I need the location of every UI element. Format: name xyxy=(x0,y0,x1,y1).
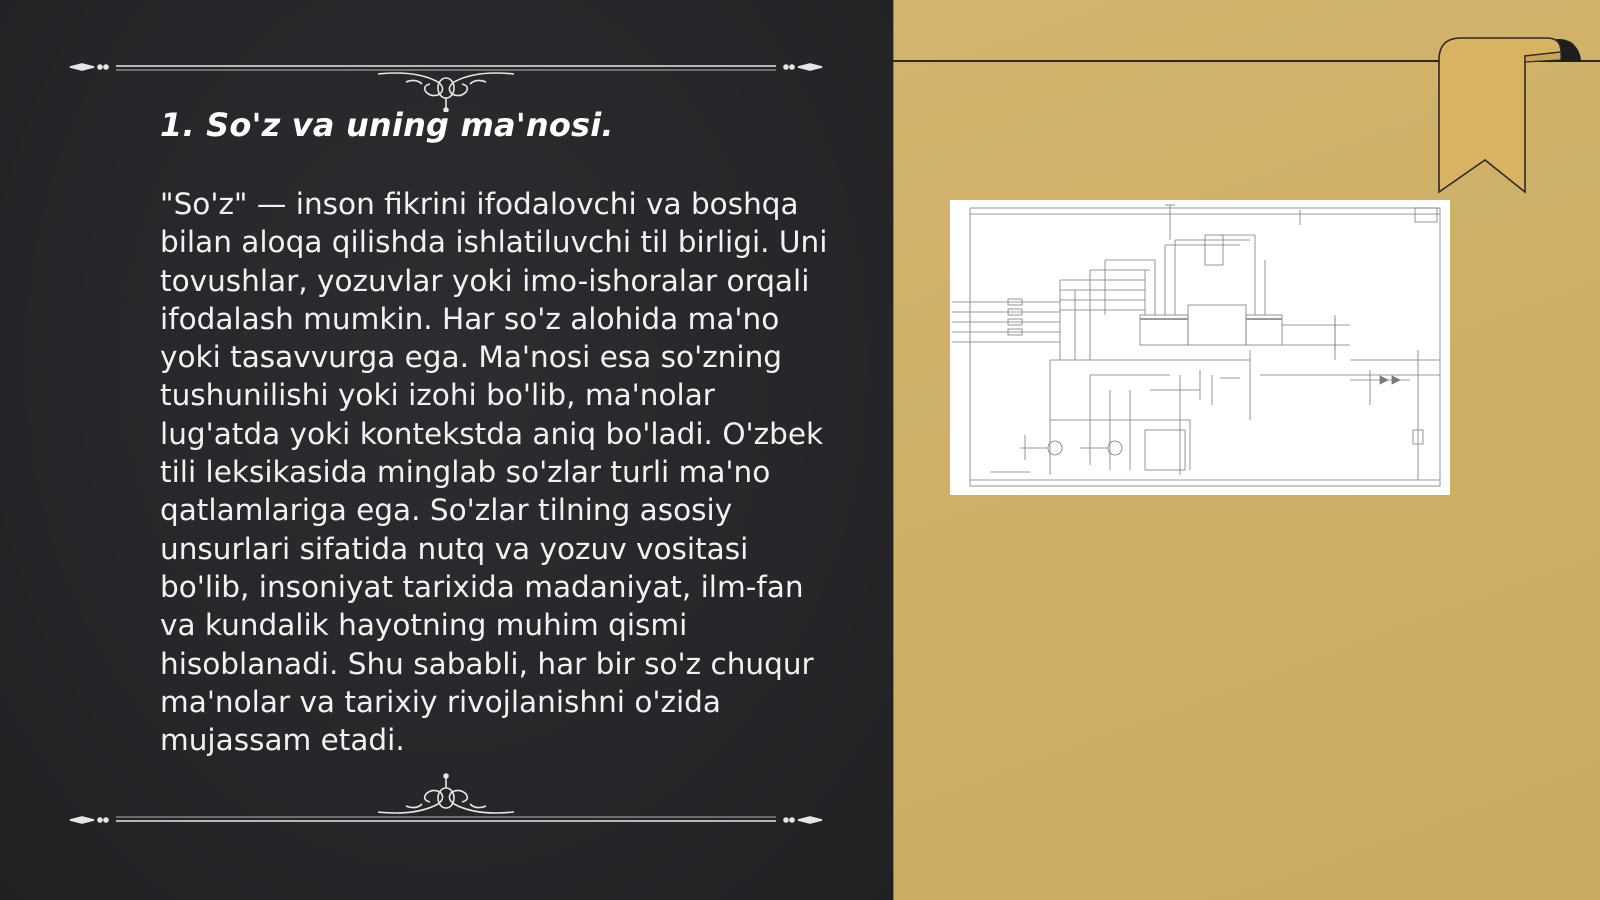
flourish-divider-top-icon xyxy=(66,52,826,112)
slide-body-text: "So'z" — inson fikrini ifodalovchi va boshqa bilan aloqa qilishda ishlatiluvchi til birligi. Uni tovushlar, yozuvlar yoki imo-ishoralar orqali ifodalash mumkin. Har so'z alohida ma'no yoki tasavvurga ega. Ma'nosi esa so'zning tushunilishi yoki izohi bo'lib, ma'nolar lug'atda yoki kontekstda aniq bo'ladi. O'zbek tili leksikasida minglab so'zlar turli ma'no qatlamlariga ega. So'zlar tilning asosiy unsurlari sifatida nutq va yozuv vositasi bo'lib, insoniyat tarixida madaniyat, ilm-fan va kundalik hayotning muhim qismi hisoblanadi. Shu sababli, har bir so'z chuqur ma'nolar va tarixiy rivojlanishni o'zida mujassam etadi. xyxy=(160,187,828,758)
bookmark-ribbon-icon xyxy=(1425,36,1585,201)
circuit-schematic-image xyxy=(950,200,1450,495)
slide-title: 1. So'z va uning ma'nosi. xyxy=(160,106,614,144)
panel-divider xyxy=(891,0,894,900)
flourish-divider-bottom-icon xyxy=(66,770,826,830)
